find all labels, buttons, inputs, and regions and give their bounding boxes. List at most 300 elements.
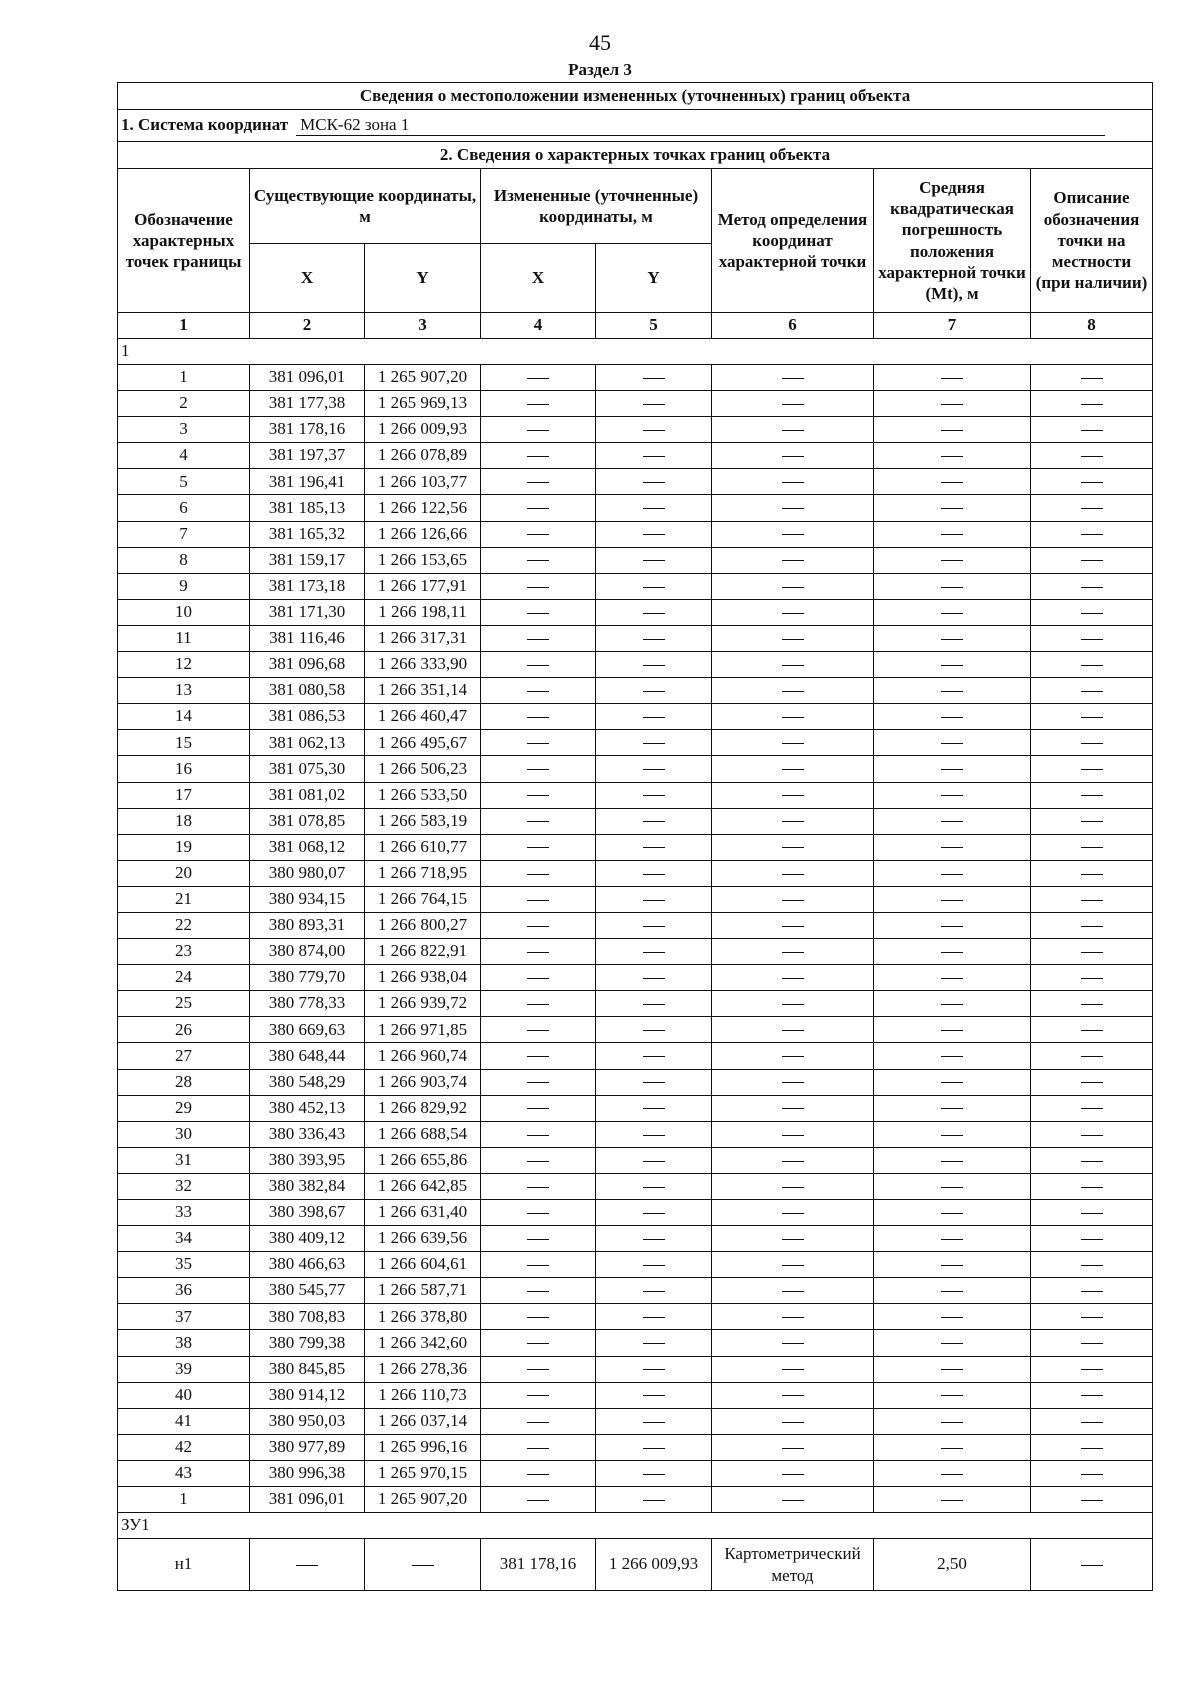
empty-value-dash [1031,573,1153,599]
table-row [118,1434,1153,1460]
point-number: 20 [118,860,250,886]
header-description: Описание обозначения точки на местности (при наличии) [1031,169,1153,313]
existing-y-value: 1 266 939,72 [365,991,481,1017]
dash-mark [643,717,665,718]
existing-y-value: 1 266 078,89 [365,443,481,469]
empty-value-dash [1031,965,1153,991]
dash-mark [782,795,804,796]
dash-mark [941,378,963,379]
dash-mark [527,795,549,796]
empty-value-dash [481,1278,596,1304]
table-row [118,547,1153,573]
empty-value-dash [712,1356,874,1382]
point-number: 43 [118,1460,250,1486]
table-row [118,1121,1153,1147]
dash-mark [1081,1369,1103,1370]
empty-value-dash [596,808,712,834]
error-value: 2,50 [874,1539,1031,1591]
empty-value-dash [712,808,874,834]
empty-value-dash [712,1487,874,1513]
empty-value-dash [712,1069,874,1095]
empty-value-dash [481,1460,596,1486]
existing-y-value: 1 266 971,85 [365,1017,481,1043]
point-number: 9 [118,573,250,599]
point-number: 15 [118,730,250,756]
header-changed-x: X [481,244,596,313]
point-number: 32 [118,1173,250,1199]
table-row [118,1252,1153,1278]
dash-mark [941,587,963,588]
point-number: 12 [118,652,250,678]
existing-x-value: 381 075,30 [250,756,365,782]
existing-x-value: 380 874,00 [250,939,365,965]
point-number: 38 [118,1330,250,1356]
dash-mark [296,1565,318,1566]
dash-mark [527,1474,549,1475]
table-row [118,1304,1153,1330]
point-number: 24 [118,965,250,991]
table-row [118,860,1153,886]
dash-mark [782,508,804,509]
dash-mark [782,1500,804,1501]
dash-mark [782,926,804,927]
dash-mark [941,1030,963,1031]
dash-mark [782,952,804,953]
dash-mark [1081,1500,1103,1501]
empty-value-dash [596,939,712,965]
table-row [118,1487,1153,1513]
empty-value-dash [481,1487,596,1513]
empty-value-dash [874,730,1031,756]
existing-x-value: 381 159,17 [250,547,365,573]
dash-mark [643,430,665,431]
empty-value-dash [481,912,596,938]
existing-y-value: 1 266 103,77 [365,469,481,495]
coordinate-system-label: 1. Система координат [121,115,289,134]
point-number: 26 [118,1017,250,1043]
point-number: 28 [118,1069,250,1095]
dash-mark [941,404,963,405]
empty-value-dash [250,1539,365,1591]
empty-value-dash [1031,391,1153,417]
empty-value-dash [481,495,596,521]
empty-value-dash [596,1069,712,1095]
dash-mark [643,1265,665,1266]
dash-mark [643,1448,665,1449]
coordinates-table [117,82,1153,1591]
empty-value-dash [596,417,712,443]
point-number: 16 [118,756,250,782]
existing-x-value: 381 165,32 [250,521,365,547]
point-number: 13 [118,678,250,704]
existing-y-value: 1 266 800,27 [365,912,481,938]
empty-value-dash [596,1487,712,1513]
dash-mark [1081,978,1103,979]
dash-mark [1081,1056,1103,1057]
dash-mark [782,874,804,875]
table-row [118,756,1153,782]
existing-x-value: 381 086,53 [250,704,365,730]
empty-value-dash [1031,1252,1153,1278]
method-value: Картометрический метод [712,1539,874,1591]
table-row [118,443,1153,469]
existing-y-value: 1 266 351,14 [365,678,481,704]
point-number: 41 [118,1408,250,1434]
empty-value-dash [874,469,1031,495]
dash-mark [782,900,804,901]
dash-mark [1081,560,1103,561]
empty-value-dash [874,1304,1031,1330]
dash-mark [643,1082,665,1083]
existing-x-value: 381 096,01 [250,1487,365,1513]
dash-mark [1081,1213,1103,1214]
empty-value-dash [596,1356,712,1382]
existing-y-value: 1 266 822,91 [365,939,481,965]
empty-value-dash [1031,756,1153,782]
dash-mark [643,1004,665,1005]
existing-x-value: 381 078,85 [250,808,365,834]
dash-mark [643,1474,665,1475]
empty-value-dash [874,782,1031,808]
empty-value-dash [874,495,1031,521]
empty-value-dash [1031,860,1153,886]
empty-value-dash [874,834,1031,860]
dash-mark [643,482,665,483]
dash-mark [1081,1082,1103,1083]
empty-value-dash [481,391,596,417]
empty-value-dash [874,1173,1031,1199]
existing-y-value: 1 266 122,56 [365,495,481,521]
table-row [118,1356,1153,1382]
empty-value-dash [1031,1278,1153,1304]
point-number: 5 [118,469,250,495]
empty-value-dash [1031,625,1153,651]
empty-value-dash [596,391,712,417]
dash-mark [527,404,549,405]
empty-value-dash [481,886,596,912]
dash-mark [941,1187,963,1188]
empty-value-dash [596,1460,712,1486]
empty-value-dash [1031,730,1153,756]
table-row [118,730,1153,756]
existing-x-value: 381 081,02 [250,782,365,808]
point-number: 17 [118,782,250,808]
table-row [118,1226,1153,1252]
dash-mark [941,743,963,744]
table-row [118,1460,1153,1486]
dash-mark [527,1004,549,1005]
empty-value-dash [1031,704,1153,730]
empty-value-dash [596,1382,712,1408]
dash-mark [527,456,549,457]
empty-value-dash [481,521,596,547]
existing-x-value: 381 068,12 [250,834,365,860]
existing-y-value: 1 266 378,80 [365,1304,481,1330]
dash-mark [941,1056,963,1057]
dash-mark [1081,1565,1103,1566]
point-number: 10 [118,599,250,625]
empty-value-dash [596,547,712,573]
table-row [118,495,1153,521]
dash-mark [643,926,665,927]
empty-value-dash [481,782,596,808]
point-number: 36 [118,1278,250,1304]
table-row [118,469,1153,495]
empty-value-dash [596,495,712,521]
dash-mark [782,1108,804,1109]
dash-mark [941,900,963,901]
dash-mark [643,1161,665,1162]
existing-x-value: 381 177,38 [250,391,365,417]
existing-y-value: 1 266 764,15 [365,886,481,912]
empty-value-dash [596,834,712,860]
dash-mark [941,560,963,561]
empty-value-dash [481,860,596,886]
table-row [118,678,1153,704]
empty-value-dash [1031,1487,1153,1513]
dash-mark [1081,743,1103,744]
dash-mark [527,1422,549,1423]
empty-value-dash [712,1147,874,1173]
empty-value-dash [1031,443,1153,469]
empty-value-dash [874,1434,1031,1460]
table-row [118,521,1153,547]
existing-y-value: 1 266 642,85 [365,1173,481,1199]
dash-mark [643,900,665,901]
empty-value-dash [1031,1382,1153,1408]
empty-value-dash [596,625,712,651]
table-row [118,1069,1153,1095]
existing-y-value: 1 265 907,20 [365,365,481,391]
empty-value-dash [712,678,874,704]
empty-value-dash [1031,417,1153,443]
existing-x-value: 380 779,70 [250,965,365,991]
dash-mark [941,1213,963,1214]
dash-mark [782,717,804,718]
table-row [118,1017,1153,1043]
dash-mark [941,926,963,927]
dash-mark [643,1030,665,1031]
empty-value-dash [481,547,596,573]
empty-value-dash [874,1147,1031,1173]
dash-mark [941,1422,963,1423]
empty-value-dash [712,991,874,1017]
empty-value-dash [596,1408,712,1434]
dash-mark [941,456,963,457]
empty-value-dash [874,1408,1031,1434]
existing-x-value: 380 382,84 [250,1173,365,1199]
dash-mark [1081,1474,1103,1475]
empty-value-dash [874,1017,1031,1043]
point-number: 1 [118,365,250,391]
dash-mark [643,1135,665,1136]
header-changed-coords: Измененные (уточненные) координаты, м [481,169,712,244]
table-row [118,1173,1153,1199]
empty-value-dash [596,756,712,782]
dash-mark [782,665,804,666]
existing-x-value: 381 062,13 [250,730,365,756]
existing-x-value: 381 197,37 [250,443,365,469]
dash-mark [1081,1108,1103,1109]
empty-value-dash [596,1043,712,1069]
empty-value-dash [712,417,874,443]
empty-value-dash [874,912,1031,938]
empty-value-dash [874,1095,1031,1121]
dash-mark [941,1395,963,1396]
dash-mark [941,821,963,822]
table-row [118,808,1153,834]
dash-mark [782,769,804,770]
point-number: 30 [118,1121,250,1147]
table-row [118,1382,1153,1408]
dash-mark [643,1369,665,1370]
empty-value-dash [481,443,596,469]
point-number: 39 [118,1356,250,1382]
dash-mark [643,1187,665,1188]
existing-y-value: 1 266 009,93 [365,417,481,443]
dash-mark [782,639,804,640]
dash-mark [1081,821,1103,822]
empty-value-dash [365,1539,481,1591]
dash-mark [643,978,665,979]
dash-mark [643,613,665,614]
dash-mark [782,378,804,379]
point-number: 33 [118,1200,250,1226]
dash-mark [1081,874,1103,875]
dash-mark [1081,1030,1103,1031]
empty-value-dash [712,625,874,651]
point-number: 18 [118,808,250,834]
existing-x-value: 380 845,85 [250,1356,365,1382]
existing-y-value: 1 266 460,47 [365,704,481,730]
empty-value-dash [1031,1330,1153,1356]
dash-mark [1081,1004,1103,1005]
point-number: 2 [118,391,250,417]
empty-value-dash [596,1121,712,1147]
dash-mark [527,691,549,692]
empty-value-dash [1031,1200,1153,1226]
dash-mark [1081,926,1103,927]
empty-value-dash [596,573,712,599]
table-row [118,391,1153,417]
dash-mark [527,1135,549,1136]
dash-mark [782,587,804,588]
point-number: 1 [118,1487,250,1513]
existing-x-value: 380 934,15 [250,886,365,912]
existing-x-value: 380 648,44 [250,1043,365,1069]
dash-mark [941,1004,963,1005]
existing-y-value: 1 266 506,23 [365,756,481,782]
dash-mark [643,847,665,848]
point-number: 8 [118,547,250,573]
dash-mark [941,1448,963,1449]
empty-value-dash [596,965,712,991]
empty-value-dash [712,965,874,991]
existing-y-value: 1 266 639,56 [365,1226,481,1252]
table-row [118,965,1153,991]
dash-mark [643,456,665,457]
dash-mark [643,560,665,561]
dash-mark [527,900,549,901]
empty-value-dash [596,782,712,808]
dash-mark [643,1343,665,1344]
dash-mark [527,430,549,431]
existing-y-value: 1 266 333,90 [365,652,481,678]
empty-value-dash [481,1330,596,1356]
point-number: 31 [118,1147,250,1173]
existing-y-value: 1 266 903,74 [365,1069,481,1095]
point-number: 37 [118,1304,250,1330]
existing-y-value: 1 266 317,31 [365,625,481,651]
empty-value-dash [874,443,1031,469]
existing-y-value: 1 266 688,54 [365,1121,481,1147]
empty-value-dash [874,1252,1031,1278]
dash-mark [643,821,665,822]
table-row [118,599,1153,625]
dash-mark [782,1056,804,1057]
empty-value-dash [1031,808,1153,834]
dash-mark [782,1317,804,1318]
empty-value-dash [712,1304,874,1330]
dash-mark [941,769,963,770]
column-number: 5 [596,313,712,339]
empty-value-dash [481,730,596,756]
dash-mark [782,613,804,614]
dash-mark [527,978,549,979]
existing-y-value: 1 266 829,92 [365,1095,481,1121]
empty-value-dash [596,1200,712,1226]
empty-value-dash [1031,1304,1153,1330]
empty-value-dash [596,521,712,547]
empty-value-dash [874,1330,1031,1356]
dash-mark [1081,1135,1103,1136]
dash-mark [527,1056,549,1057]
dash-mark [782,560,804,561]
dash-mark [527,1108,549,1109]
empty-value-dash [712,652,874,678]
empty-value-dash [712,1043,874,1069]
dash-mark [782,1343,804,1344]
empty-value-dash [712,1226,874,1252]
empty-value-dash [712,782,874,808]
empty-value-dash [712,939,874,965]
empty-value-dash [712,573,874,599]
empty-value-dash [481,365,596,391]
table-row [118,573,1153,599]
existing-y-value: 1 265 996,16 [365,1434,481,1460]
column-number: 2 [250,313,365,339]
dash-mark [941,1082,963,1083]
existing-x-value: 380 778,33 [250,991,365,1017]
empty-value-dash [1031,652,1153,678]
empty-value-dash [596,1226,712,1252]
empty-value-dash [1031,782,1153,808]
existing-y-value: 1 266 126,66 [365,521,481,547]
empty-value-dash [481,834,596,860]
existing-x-value: 380 545,77 [250,1278,365,1304]
point-number: н1 [118,1539,250,1591]
empty-value-dash [874,1226,1031,1252]
existing-y-value: 1 266 655,86 [365,1147,481,1173]
dash-mark [782,1395,804,1396]
existing-x-value: 380 977,89 [250,1434,365,1460]
empty-value-dash [712,1017,874,1043]
dash-mark [782,1369,804,1370]
empty-value-dash [712,1330,874,1356]
empty-value-dash [712,1200,874,1226]
empty-value-dash [1031,547,1153,573]
existing-x-value: 380 799,38 [250,1330,365,1356]
